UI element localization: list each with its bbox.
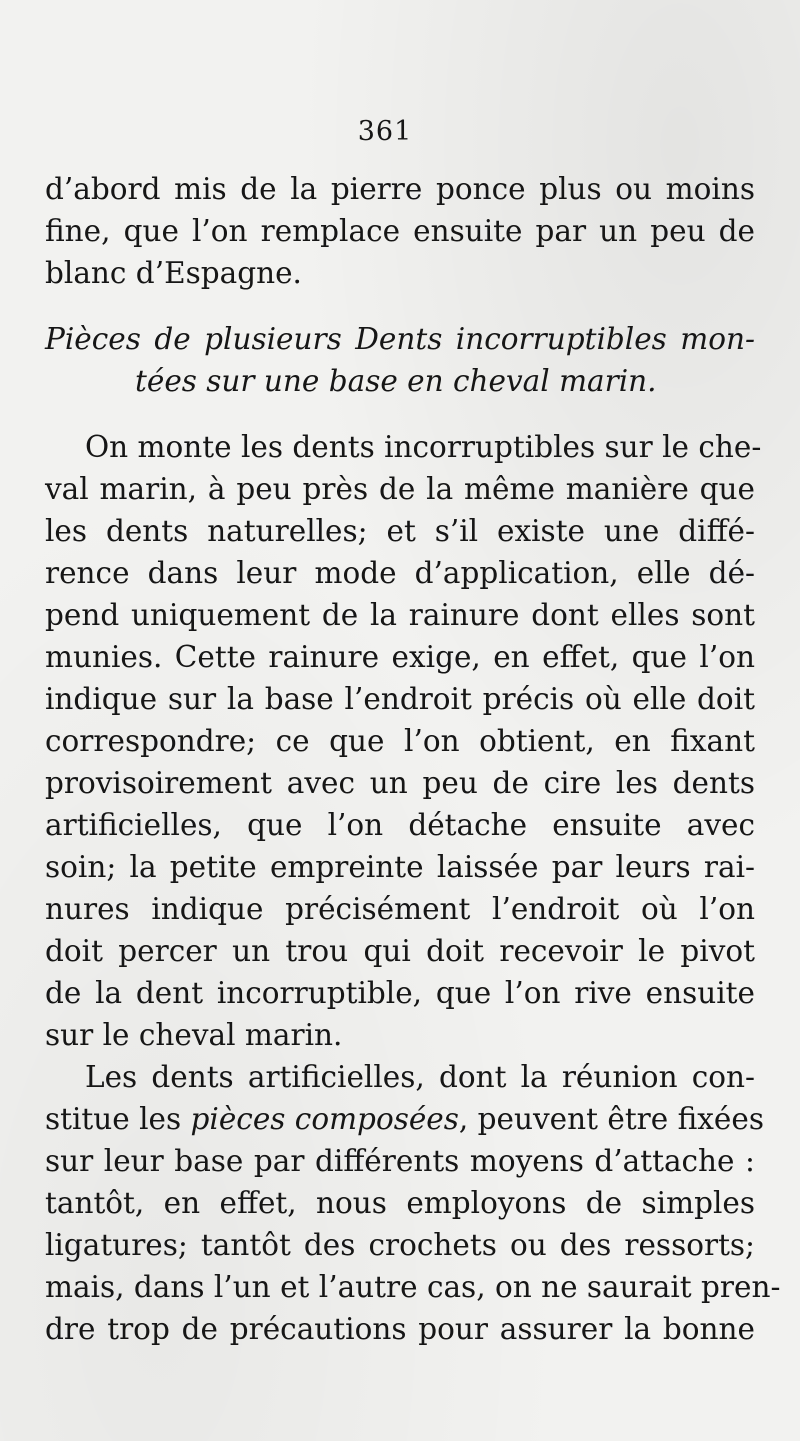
emphasis-text: pièces composées <box>190 1102 459 1136</box>
text-line: val marin, à peu près de la même manière que <box>45 472 755 506</box>
text-line: rence dans leur mode d’application, elle dé- <box>45 556 755 590</box>
section-heading-line: tées sur une base en cheval marin. <box>135 364 657 398</box>
text-line: sur leur base par différents moyens d’attache : <box>45 1144 755 1178</box>
text-line: sur le cheval marin. <box>45 1018 343 1052</box>
text-line: de la dent incorruptible, que l’on rive ensuite <box>45 976 755 1010</box>
text-line: fine, que l’on remplace ensuite par un peu de <box>45 214 755 248</box>
spacer <box>45 402 755 426</box>
text-line: d’abord mis de la pierre ponce plus ou moins <box>45 172 755 206</box>
text-line: ligatures; tantôt des crochets ou des ressorts; <box>45 1228 755 1262</box>
text-line <box>45 1098 764 1140</box>
text-line: dre trop de précautions pour assurer la bonne <box>45 1312 755 1346</box>
text-line: On monte les dents incorruptibles sur le che- <box>85 430 762 464</box>
text-line: mais, dans l’un et l’autre cas, on ne saurait pren- <box>45 1270 781 1304</box>
text-block <box>45 168 781 1350</box>
section-heading-line: Pièces de plusieurs Dents incorruptibles mon- <box>45 322 755 356</box>
text-line: munies. Cette rainure exige, en effet, que l’on <box>45 640 755 674</box>
page-number: 361 <box>357 116 413 147</box>
text-line: les dents naturelles; et s’il existe une diffé- <box>45 514 755 548</box>
text-line: blanc d’Espagne. <box>45 256 302 290</box>
spacer <box>45 294 755 318</box>
text-segment: stitue les <box>45 1102 191 1136</box>
text-line: correspondre; ce que l’on obtient, en fixant <box>45 724 755 758</box>
text-line: provisoirement avec un peu de cire les dents <box>45 766 755 800</box>
text-line: doit percer un trou qui doit recevoir le pivot <box>45 934 755 968</box>
text-line: nures indique précisément l’endroit où l’on <box>45 892 755 926</box>
text-line: pend uniquement de la rainure dont elles sont <box>45 598 755 632</box>
text-line: tantôt, en effet, nous employons de simples <box>45 1186 755 1220</box>
text-line: soin; la petite empreinte laissée par leurs rai- <box>45 850 755 884</box>
text-line: indique sur la base l’endroit précis où elle doit <box>45 682 755 716</box>
text-line: artificielles, que l’on détache ensuite avec <box>45 808 755 842</box>
text-segment: , peuvent être fixées <box>458 1102 764 1136</box>
text-line: Les dents artificielles, dont la réunion con- <box>85 1060 755 1094</box>
